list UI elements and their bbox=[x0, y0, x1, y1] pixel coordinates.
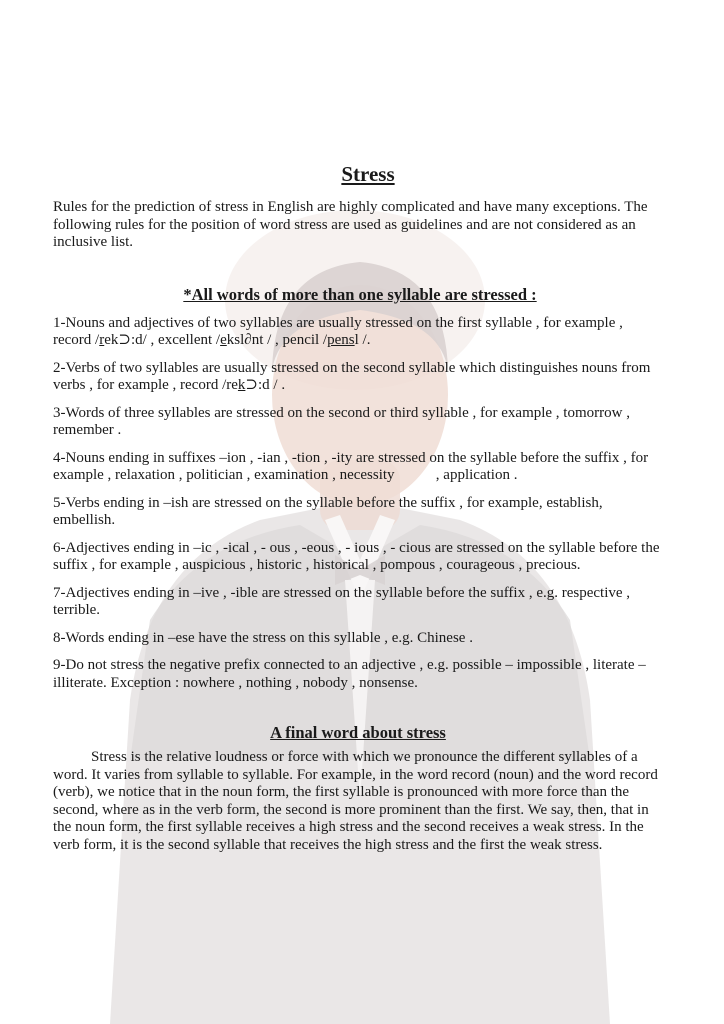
final-paragraph: Stress is the relative loudness or force with which we pronounce the different syllables of a word. It varies from syllable to syllable. For example, in the word record (noun) and the word record (verb), we notice that in the noun form, the first syllable is pronounced with more force than the second, where as in the verb form, the second is more prominent than the first. We say, then, that in the noun form, the first syllable receives a high stress and the second receives a weak stress. In the verb form, it is the second syllable that receives the high stress and the first the weak stress. bbox=[53, 749, 658, 853]
final-section-heading: A final word about stress bbox=[270, 723, 446, 742]
rule-6: 6-Adjectives ending in –ic , -ical , - ous , -eous , - ious , - cious are stressed on the syllable before the suffix , for example , auspicious , historic , historical , pompous , courageous , precious. bbox=[53, 539, 660, 573]
document-page bbox=[53, 160, 663, 854]
intro-paragraph: Rules for the prediction of stress in English are highly complicated and have many exceptions. The following rules for the position of word stress are used as guidelines and are not considered as an inclusive list. bbox=[53, 199, 648, 250]
rules-section-heading: *All words of more than one syllable are stressed : bbox=[183, 284, 537, 304]
rule-5: 5-Verbs ending in –ish are stressed on the syllable before the suffix , for example, establish, embellish. bbox=[53, 494, 603, 528]
rule-1: 1-Nouns and adjectives of two syllables are usually stressed on the first syllable , for example , record /rek⊃:d/ , excellent /eksl∂nt / , pencil /pensl /. bbox=[53, 314, 623, 348]
rule-8: 8-Words ending in –ese have the stress on this syllable , e.g. Chinese . bbox=[53, 629, 473, 646]
document-title: Stress bbox=[341, 162, 395, 186]
rule-2: 2-Verbs of two syllables are usually stressed on the second syllable which distinguishes nouns from verbs , for example , record /rek⊃:d / . bbox=[53, 359, 651, 393]
rule-4: 4-Nouns ending in suffixes –ion , -ian , -tion , -ity are stressed on the syllable before the suffix , for example , relaxation , politician , examination , necessity , application . bbox=[53, 449, 652, 483]
rule-7: 7-Adjectives ending in –ive , -ible are stressed on the syllable before the suffix , e.g. respective , terrible. bbox=[53, 584, 631, 618]
rule-9: 9-Do not stress the negative prefix connected to an adjective , e.g. possible – impossible , literate – illiterate. Exception : nowhere , nothing , nobody , nonsense. bbox=[53, 657, 646, 691]
rule-3: 3-Words of three syllables are stressed on the second or third syllable , for example , tomorrow , remember . bbox=[53, 404, 630, 438]
